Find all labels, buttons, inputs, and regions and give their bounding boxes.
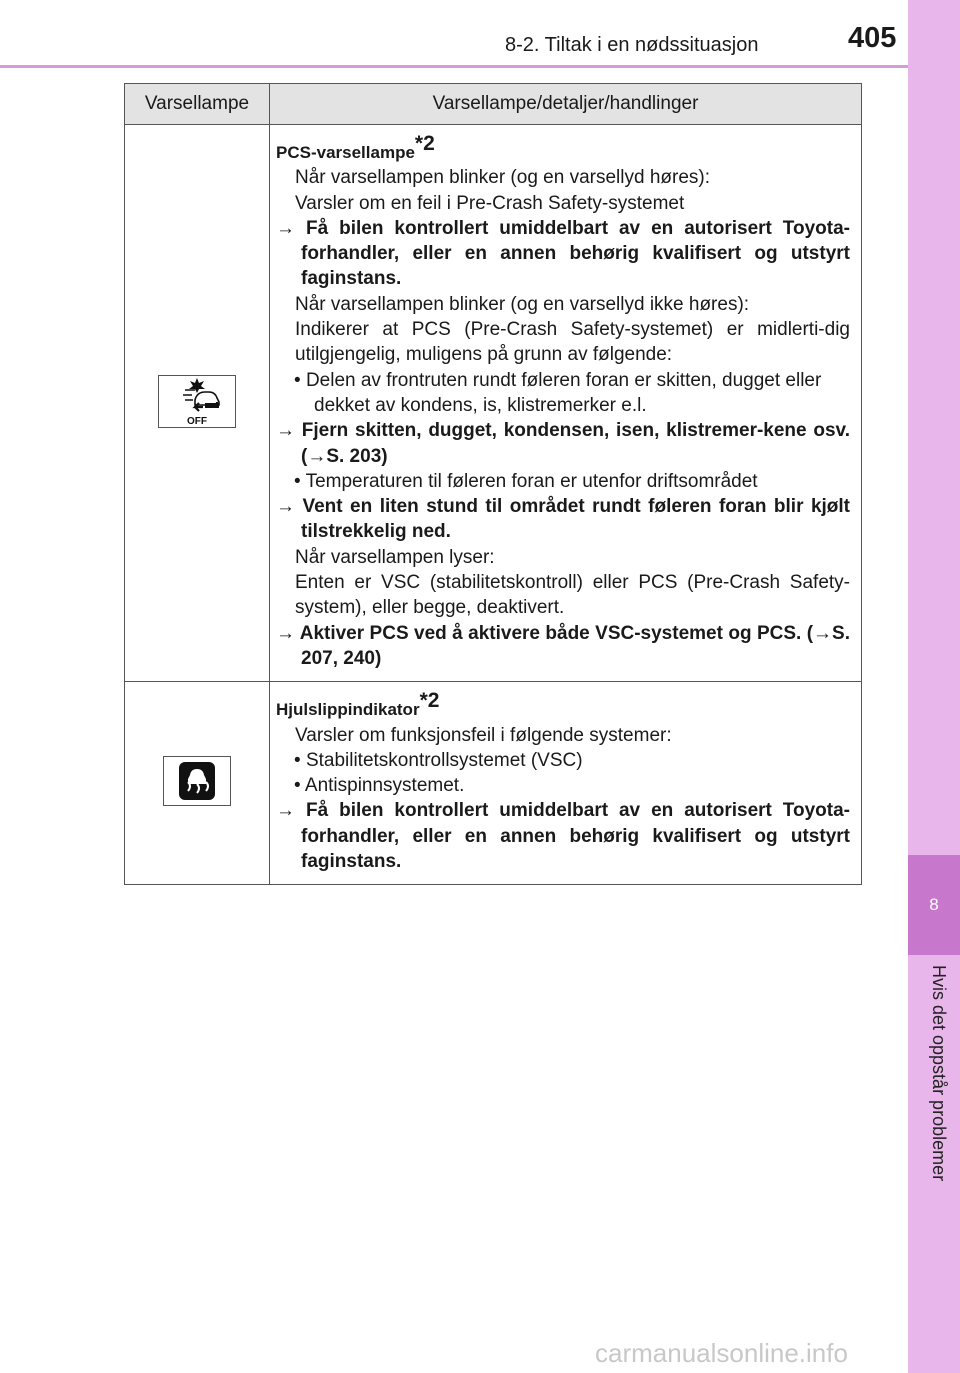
footnote-marker: *2 (414, 132, 435, 155)
footnote-marker: *2 (419, 689, 440, 713)
icon-cell (125, 682, 270, 885)
bullet-text: • Temperaturen til føleren foran er utenfor driftsområdet (294, 470, 758, 492)
lamp-title-line (276, 688, 850, 722)
slip-indicator-icon (163, 756, 231, 806)
page-number: 405 (848, 22, 897, 54)
pcs-off-warning-icon (158, 375, 236, 428)
icon-cell (125, 125, 270, 682)
lamp-title-line (276, 131, 850, 165)
bullet-text: • Delen av frontruten rundt føleren foran er skitten, dugget eller dekket av kondens, is, klistremerker e.l. (294, 369, 822, 416)
lamp-title: PCS-varsellampe (276, 143, 415, 162)
description-text: Enten er VSC (stabilitetskontroll) eller PCS (Pre-Crash Safety-system), eller begge, deaktivert. (295, 572, 850, 619)
table-row (125, 682, 862, 885)
warning-light-table (124, 83, 862, 885)
lamp-title: Hjulslippindikator (276, 700, 420, 720)
description-text: Indikerer at PCS (Pre-Crash Safety-systemet) er midlerti-dig utilgjengelig, muligens på grunn av følgende: (295, 319, 850, 366)
chapter-title: Hvis det oppstår problemer (929, 965, 949, 1182)
icon-off-label: OFF (187, 415, 207, 427)
action-text: → Fjern skitten, dugget, kondensen, isen, klistremer-kene osv. (→S. 203) (276, 420, 850, 467)
header-divider (0, 65, 908, 68)
details-cell (270, 682, 862, 885)
table-header-row (125, 84, 862, 125)
action-text: → Aktiver PCS ved å aktivere både VSC-systemet og PCS. (→S. 207, 240) (276, 622, 850, 669)
description-text: Varsler om funksjonsfeil i følgende systemer: (295, 724, 672, 746)
bullet-text: • Antispinnsystemet. (294, 775, 465, 797)
header-section-title: 8-2. Tiltak i en nødssituasjon (505, 34, 759, 56)
watermark: carmanualsonline.info (595, 1338, 848, 1368)
column-header-lamp: Varsellampe (125, 84, 270, 125)
condition-text: Når varsellampen blinker (og en varsellyd ikke høres): (295, 293, 750, 315)
condition-text: Når varsellampen lyser: (295, 546, 495, 568)
action-text: → Få bilen kontrollert umiddelbart av en autorisert Toyota-forhandler, eller en annen behørig kvalifisert og utstyrt faginstans. (276, 217, 851, 290)
bullet-text: • Stabilitetskontrollsystemet (VSC) (294, 749, 583, 771)
action-text: → Vent en liten stund til området rundt føleren foran blir kjølt tilstrekkelig ned. (276, 496, 851, 543)
description-text: Varsler om en feil i Pre-Crash Safety-systemet (295, 192, 685, 214)
column-header-details: Varsellampe/detaljer/handlinger (270, 84, 862, 125)
table-row (125, 125, 862, 682)
chapter-number: 8 (908, 855, 960, 955)
action-text: → Få bilen kontrollert umiddelbart av en autorisert Toyota-forhandler, eller en annen behørig kvalifisert og utstyrt faginstans. (276, 800, 851, 873)
condition-text: Når varsellampen blinker (og en varsellyd høres): (295, 167, 710, 189)
details-cell (270, 125, 862, 682)
